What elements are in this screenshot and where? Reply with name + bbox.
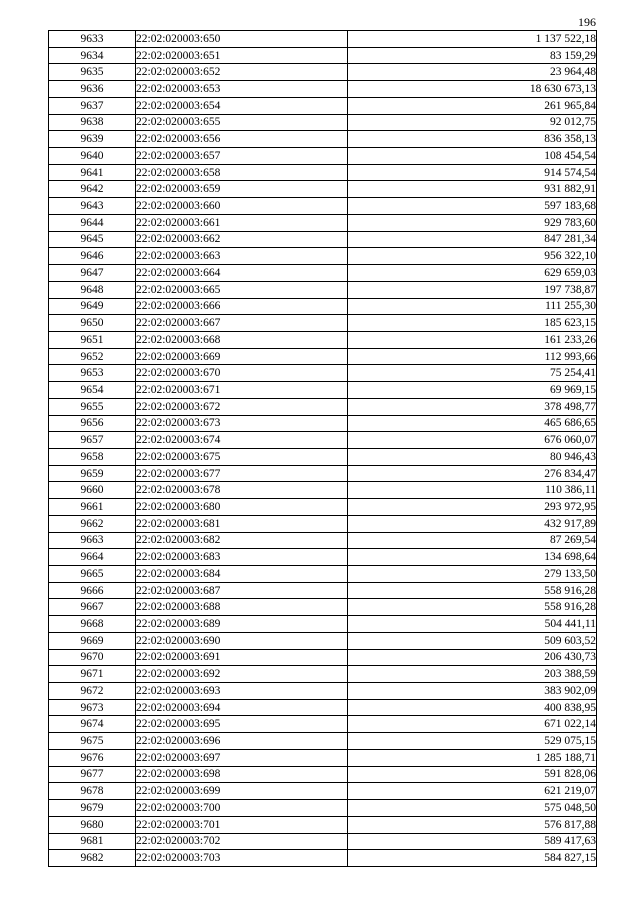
table-row: [49, 97, 597, 114]
row-number-cell: 9655: [49, 398, 136, 415]
table-row: [49, 582, 597, 599]
cadastral-number-cell: 22:02:020003:691: [136, 649, 348, 666]
table-body: [49, 31, 597, 867]
cadastral-number-cell: 22:02:020003:695: [136, 716, 348, 733]
cadastral-number-cell: 22:02:020003:664: [136, 265, 348, 282]
cadastral-number-cell: 22:02:020003:663: [136, 248, 348, 265]
cadastral-value-cell: 80 946,43: [348, 448, 597, 465]
cadastral-number-cell: 22:02:020003:683: [136, 549, 348, 566]
cadastral-value-cell: 558 916,28: [348, 599, 597, 616]
table-row: [49, 315, 597, 332]
cadastral-number-cell: 22:02:020003:698: [136, 766, 348, 783]
table-row: [49, 81, 597, 98]
cadastral-number-cell: 22:02:020003:671: [136, 382, 348, 399]
table-row: [49, 415, 597, 432]
cadastral-number-cell: 22:02:020003:696: [136, 733, 348, 750]
table-row: [49, 365, 597, 382]
cadastral-number-cell: 22:02:020003:666: [136, 298, 348, 315]
row-number-cell: 9674: [49, 716, 136, 733]
row-number-cell: 9644: [49, 214, 136, 231]
cadastral-number-cell: 22:02:020003:658: [136, 164, 348, 181]
row-number-cell: 9639: [49, 131, 136, 148]
cadastral-number-cell: 22:02:020003:678: [136, 482, 348, 499]
table-row: [49, 800, 597, 817]
table-row: [49, 465, 597, 482]
table-row: [49, 549, 597, 566]
cadastral-value-cell: 558 916,28: [348, 582, 597, 599]
cadastral-number-cell: 22:02:020003:674: [136, 432, 348, 449]
row-number-cell: 9666: [49, 582, 136, 599]
cadastral-value-cell: 529 075,15: [348, 733, 597, 750]
cadastral-value-cell: 914 574,54: [348, 164, 597, 181]
table-row: [49, 666, 597, 683]
row-number-cell: 9679: [49, 800, 136, 817]
cadastral-value-cell: 197 738,87: [348, 281, 597, 298]
cadastral-value-cell: 836 358,13: [348, 131, 597, 148]
cadastral-value-cell: 597 183,68: [348, 198, 597, 215]
row-number-cell: 9672: [49, 683, 136, 700]
cadastral-number-cell: 22:02:020003:681: [136, 515, 348, 532]
cadastral-number-cell: 22:02:020003:668: [136, 331, 348, 348]
table-row: [49, 31, 597, 48]
cadastral-number-cell: 22:02:020003:656: [136, 131, 348, 148]
cadastral-value-cell: 929 783,60: [348, 214, 597, 231]
row-number-cell: 9645: [49, 231, 136, 248]
table-row: [49, 766, 597, 783]
cadastral-value-cell: 591 828,06: [348, 766, 597, 783]
table-row: [49, 214, 597, 231]
table-row: [49, 64, 597, 81]
cadastral-value-cell: 621 219,07: [348, 783, 597, 800]
table-row: [49, 164, 597, 181]
row-number-cell: 9680: [49, 816, 136, 833]
row-number-cell: 9649: [49, 298, 136, 315]
row-number-cell: 9677: [49, 766, 136, 783]
cadastral-value-cell: 847 281,34: [348, 231, 597, 248]
cadastral-number-cell: 22:02:020003:667: [136, 315, 348, 332]
row-number-cell: 9675: [49, 733, 136, 750]
cadastral-value-cell: 75 254,41: [348, 365, 597, 382]
cadastral-value-cell: 383 902,09: [348, 683, 597, 700]
row-number-cell: 9638: [49, 114, 136, 131]
cadastral-number-cell: 22:02:020003:688: [136, 599, 348, 616]
table-row: [49, 348, 597, 365]
row-number-cell: 9634: [49, 47, 136, 64]
cadastral-value-cell: 629 659,03: [348, 265, 597, 282]
table-row: [49, 298, 597, 315]
table-row: [49, 632, 597, 649]
cadastral-number-cell: 22:02:020003:677: [136, 465, 348, 482]
cadastral-number-cell: 22:02:020003:703: [136, 850, 348, 867]
row-number-cell: 9665: [49, 566, 136, 583]
cadastral-number-cell: 22:02:020003:701: [136, 816, 348, 833]
row-number-cell: 9633: [49, 31, 136, 48]
table-row: [49, 281, 597, 298]
row-number-cell: 9667: [49, 599, 136, 616]
cadastral-number-cell: 22:02:020003:675: [136, 448, 348, 465]
row-number-cell: 9637: [49, 97, 136, 114]
cadastral-number-cell: 22:02:020003:694: [136, 699, 348, 716]
row-number-cell: 9646: [49, 248, 136, 265]
cadastral-number-cell: 22:02:020003:651: [136, 47, 348, 64]
cadastral-number-cell: 22:02:020003:680: [136, 499, 348, 516]
cadastral-number-cell: 22:02:020003:670: [136, 365, 348, 382]
table-row: [49, 131, 597, 148]
row-number-cell: 9669: [49, 632, 136, 649]
row-number-cell: 9643: [49, 198, 136, 215]
cadastral-value-cell: 18 630 673,13: [348, 81, 597, 98]
row-number-cell: 9656: [49, 415, 136, 432]
cadastral-number-cell: 22:02:020003:692: [136, 666, 348, 683]
row-number-cell: 9640: [49, 148, 136, 165]
row-number-cell: 9658: [49, 448, 136, 465]
cadastral-number-cell: 22:02:020003:700: [136, 800, 348, 817]
cadastral-value-cell: 584 827,15: [348, 850, 597, 867]
cadastral-value-cell: 589 417,63: [348, 833, 597, 850]
table-row: [49, 733, 597, 750]
table-row: [49, 566, 597, 583]
cadastral-value-cell: 400 838,95: [348, 699, 597, 716]
table-row: [49, 448, 597, 465]
table-row: [49, 432, 597, 449]
cadastral-number-cell: 22:02:020003:654: [136, 97, 348, 114]
cadastral-value-cell: 378 498,77: [348, 398, 597, 415]
cadastral-value-cell: 206 430,73: [348, 649, 597, 666]
row-number-cell: 9635: [49, 64, 136, 81]
cadastral-value-cell: 92 012,75: [348, 114, 597, 131]
cadastral-value-cell: 1 137 522,18: [348, 31, 597, 48]
cadastral-number-cell: 22:02:020003:669: [136, 348, 348, 365]
row-number-cell: 9657: [49, 432, 136, 449]
table-row: [49, 649, 597, 666]
cadastral-value-cell: 676 060,07: [348, 432, 597, 449]
row-number-cell: 9642: [49, 181, 136, 198]
cadastral-number-cell: 22:02:020003:652: [136, 64, 348, 81]
cadastral-value-table: [48, 30, 597, 867]
cadastral-value-cell: 203 388,59: [348, 666, 597, 683]
cadastral-value-cell: 134 698,64: [348, 549, 597, 566]
row-number-cell: 9678: [49, 783, 136, 800]
cadastral-value-cell: 185 623,15: [348, 315, 597, 332]
table-row: [49, 198, 597, 215]
table-row: [49, 114, 597, 131]
table-row: [49, 616, 597, 633]
cadastral-value-cell: 509 603,52: [348, 632, 597, 649]
cadastral-number-cell: 22:02:020003:690: [136, 632, 348, 649]
row-number-cell: 9661: [49, 499, 136, 516]
row-number-cell: 9647: [49, 265, 136, 282]
table-row: [49, 148, 597, 165]
table-row: [49, 816, 597, 833]
cadastral-number-cell: 22:02:020003:673: [136, 415, 348, 432]
cadastral-value-cell: 87 269,54: [348, 532, 597, 549]
cadastral-value-cell: 112 993,66: [348, 348, 597, 365]
row-number-cell: 9673: [49, 699, 136, 716]
cadastral-value-cell: 276 834,47: [348, 465, 597, 482]
table-row: [49, 398, 597, 415]
cadastral-number-cell: 22:02:020003:702: [136, 833, 348, 850]
page-number: 196: [578, 15, 596, 29]
cadastral-value-cell: 931 882,91: [348, 181, 597, 198]
cadastral-value-cell: 261 965,84: [348, 97, 597, 114]
row-number-cell: 9651: [49, 331, 136, 348]
row-number-cell: 9641: [49, 164, 136, 181]
cadastral-value-cell: 83 159,29: [348, 47, 597, 64]
cadastral-value-cell: 956 322,10: [348, 248, 597, 265]
cadastral-number-cell: 22:02:020003:653: [136, 81, 348, 98]
cadastral-number-cell: 22:02:020003:650: [136, 31, 348, 48]
table-row: [49, 833, 597, 850]
cadastral-value-cell: 108 454,54: [348, 148, 597, 165]
cadastral-number-cell: 22:02:020003:672: [136, 398, 348, 415]
table-row: [49, 181, 597, 198]
row-number-cell: 9653: [49, 365, 136, 382]
table-row: [49, 699, 597, 716]
row-number-cell: 9660: [49, 482, 136, 499]
table-row: [49, 231, 597, 248]
row-number-cell: 9652: [49, 348, 136, 365]
row-number-cell: 9668: [49, 616, 136, 633]
cadastral-value-cell: 293 972,95: [348, 499, 597, 516]
cadastral-value-cell: 69 969,15: [348, 382, 597, 399]
cadastral-value-cell: 161 233,26: [348, 331, 597, 348]
table-row: [49, 683, 597, 700]
row-number-cell: 9659: [49, 465, 136, 482]
table-row: [49, 716, 597, 733]
cadastral-value-cell: 279 133,50: [348, 566, 597, 583]
cadastral-number-cell: 22:02:020003:661: [136, 214, 348, 231]
cadastral-value-cell: 504 441,11: [348, 616, 597, 633]
table-row: [49, 265, 597, 282]
table-row: [49, 783, 597, 800]
table-row: [49, 749, 597, 766]
table-row: [49, 850, 597, 867]
cadastral-number-cell: 22:02:020003:693: [136, 683, 348, 700]
table-row: [49, 248, 597, 265]
row-number-cell: 9676: [49, 749, 136, 766]
cadastral-number-cell: 22:02:020003:689: [136, 616, 348, 633]
cadastral-number-cell: 22:02:020003:684: [136, 566, 348, 583]
cadastral-number-cell: 22:02:020003:687: [136, 582, 348, 599]
cadastral-value-cell: 1 285 188,71: [348, 749, 597, 766]
cadastral-value-cell: 23 964,48: [348, 64, 597, 81]
cadastral-number-cell: 22:02:020003:660: [136, 198, 348, 215]
cadastral-value-cell: 671 022,14: [348, 716, 597, 733]
cadastral-value-cell: 575 048,50: [348, 800, 597, 817]
row-number-cell: 9650: [49, 315, 136, 332]
row-number-cell: 9671: [49, 666, 136, 683]
table-row: [49, 515, 597, 532]
table-row: [49, 482, 597, 499]
cadastral-value-cell: 465 686,65: [348, 415, 597, 432]
cadastral-number-cell: 22:02:020003:697: [136, 749, 348, 766]
row-number-cell: 9682: [49, 850, 136, 867]
row-number-cell: 9664: [49, 549, 136, 566]
table-row: [49, 47, 597, 64]
table-row: [49, 532, 597, 549]
cadastral-value-cell: 432 917,89: [348, 515, 597, 532]
cadastral-number-cell: 22:02:020003:659: [136, 181, 348, 198]
table-row: [49, 499, 597, 516]
row-number-cell: 9648: [49, 281, 136, 298]
row-number-cell: 9654: [49, 382, 136, 399]
cadastral-value-cell: 110 386,11: [348, 482, 597, 499]
cadastral-value-cell: 111 255,30: [348, 298, 597, 315]
row-number-cell: 9662: [49, 515, 136, 532]
row-number-cell: 9681: [49, 833, 136, 850]
cadastral-number-cell: 22:02:020003:655: [136, 114, 348, 131]
cadastral-number-cell: 22:02:020003:665: [136, 281, 348, 298]
table-row: [49, 331, 597, 348]
cadastral-value-cell: 576 817,88: [348, 816, 597, 833]
row-number-cell: 9663: [49, 532, 136, 549]
cadastral-number-cell: 22:02:020003:682: [136, 532, 348, 549]
row-number-cell: 9670: [49, 649, 136, 666]
cadastral-number-cell: 22:02:020003:662: [136, 231, 348, 248]
table-row: [49, 382, 597, 399]
cadastral-number-cell: 22:02:020003:657: [136, 148, 348, 165]
row-number-cell: 9636: [49, 81, 136, 98]
table-row: [49, 599, 597, 616]
cadastral-number-cell: 22:02:020003:699: [136, 783, 348, 800]
